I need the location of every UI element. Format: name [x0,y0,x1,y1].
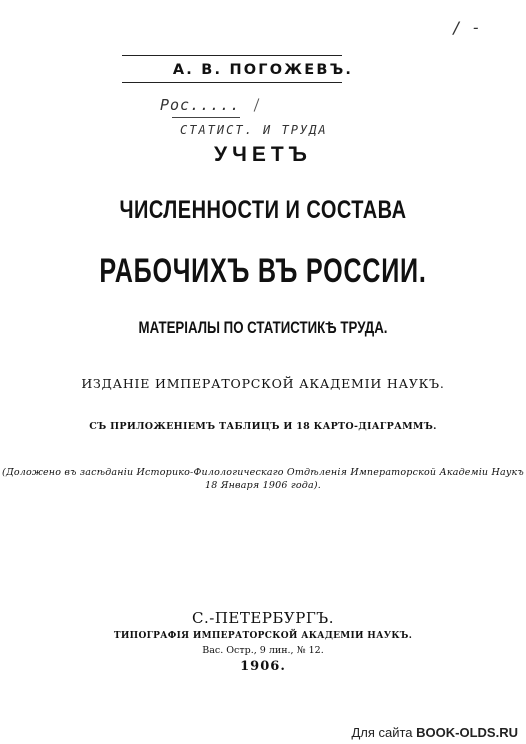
handwritten-corner-mark: / - [452,18,481,37]
author-bottom-rule [122,82,342,83]
title-line-1: ЧИСЛЕННОСТИ И СОСТАВА [119,196,407,224]
watermark-prefix: Для сайта [351,725,417,740]
imprint-year: 1906. [240,659,286,674]
handwritten-note-2: СТАТИСТ. И ТРУДА [180,123,328,137]
academy-note-line-1: (Доложено въ засѣданіи Историко-Филологическаго Отдѣленія Императорской Академіи Наукъ [2,467,524,478]
edition-line: ИЗДАНІЕ ИМПЕРАТОРСКОЙ АКАДЕМІИ НАУКЪ. [81,376,445,391]
academy-note-line-2: 18 Января 1906 года). [205,480,321,491]
title-line-2: РАБОЧИХЪ ВЪ РОССИИ. [99,252,427,290]
imprint-address: Вас. Остр., 9 лин., № 12. [202,645,324,656]
site-watermark [351,725,518,740]
watermark-site: BOOK-OLDS.RU [416,725,518,740]
imprint-printer: ТИПОГРАФІЯ ИМПЕРАТОРСКОЙ АКАДЕМІИ НАУКЪ. [113,631,413,641]
heading-uchet: УЧЕТЪ [214,143,312,166]
handwritten-note-1: Рос..... [160,96,241,114]
handwritten-underline [172,117,240,118]
subtitle: МАТЕРІАЛЫ ПО СТАТИСТИКѢ ТРУДА. [138,318,388,337]
author-top-rule [122,55,342,56]
imprint-city: С.-ПЕТЕРБУРГЪ. [192,609,334,627]
handwritten-slash [254,98,260,111]
author-name: А. В. ПОГОЖЕВЪ. [172,62,354,78]
appendix-line: СЪ ПРИЛОЖЕНІЕМЪ ТАБЛИЦЪ И 18 КАРТО-ДІАГРАММЪ. [89,421,437,432]
